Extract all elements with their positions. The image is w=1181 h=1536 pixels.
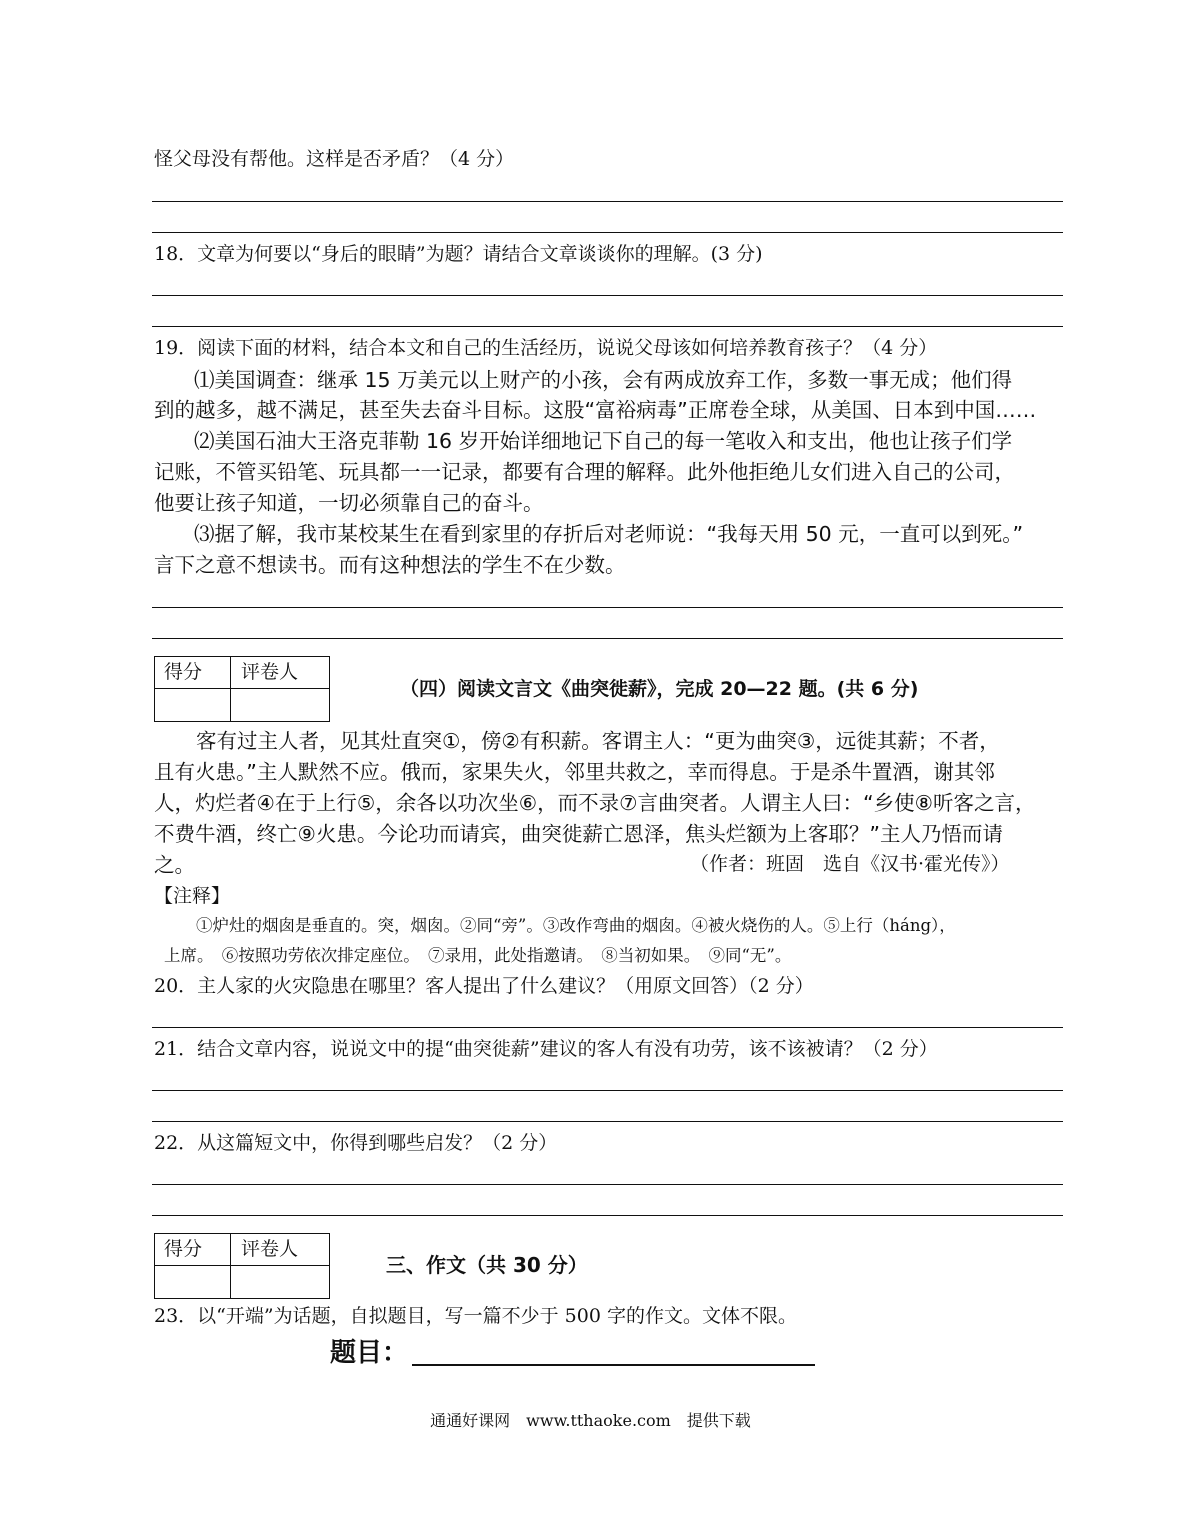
question-21: 21．结合文章内容，说说文中的提“曲突徙薪”建议的客人有没有功劳，该不该被请？（2 分）	[154, 1038, 938, 1060]
question-18: 18．文章为何要以“身后的眼睛”为题？请结合文章谈谈你的理解。(3 分)	[154, 243, 763, 265]
classical-line: 人，灼烂者④在于上行⑤，余各以功次坐⑥，而不录⑦言曲突者。人谓主人曰：“乡使⑧听客之言，	[154, 791, 1036, 815]
answer-line	[152, 201, 1063, 202]
score-box	[154, 1233, 330, 1299]
grader-label: 评卷人	[241, 661, 299, 683]
section-3-title: 三、作文（共 30 分）	[386, 1253, 588, 1277]
score-label: 得分	[164, 1238, 203, 1260]
question-23: 23．以“开端”为话题，自拟题目，写一篇不少于 500 字的作文。文体不限。	[154, 1305, 797, 1327]
essay-title-label: 题目：	[330, 1338, 409, 1368]
answer-line	[152, 1121, 1063, 1122]
classical-line: 且有火患。”主人默然不应。俄而，家果失火，邻里共救之，幸而得息。于是杀牛置酒，谢其邻	[154, 760, 995, 784]
question-19: 19．阅读下面的材料，结合本文和自己的生活经历，说说父母该如何培养教育孩子？（4 分）	[154, 337, 938, 359]
note-line: ①炉灶的烟囱是垂直的。突，烟囱。②同“旁”。③改作弯曲的烟囱。④被火烧伤的人。⑤上行（háng），	[196, 916, 956, 935]
answer-line	[152, 326, 1063, 327]
answer-line	[152, 1215, 1063, 1216]
question-20: 20．主人家的火灾隐患在哪里？客人提出了什么建议？（用原文回答）（2 分）	[154, 975, 814, 997]
score-box	[154, 656, 330, 722]
answer-line	[152, 1184, 1063, 1185]
grader-label: 评卷人	[241, 1238, 299, 1260]
footer: 通通好课网 www.tthaoke.com 提供下载	[430, 1411, 751, 1430]
source-citation: （作者：班固 选自《汉书·霍光传》）	[690, 853, 1010, 875]
classical-line: 不费牛酒，终亡⑨火患。今论功而请宾，曲突徙薪亡恩泽，焦头烂额为上客耶？”主人乃悟而请	[154, 822, 1003, 846]
classical-line: 之。	[154, 853, 195, 877]
answer-line	[152, 1027, 1063, 1028]
answer-line	[152, 295, 1063, 296]
answer-line	[152, 1090, 1063, 1091]
classical-line: 客有过主人者，见其灶直突①，傍②有积薪。客谓主人：“更为曲突③，远徙其薪；不者，	[196, 729, 1000, 753]
question-22: 22．从这篇短文中，你得到哪些启发？（2 分）	[154, 1132, 558, 1154]
material-line: 记账，不管买铅笔、玩具都一一记录，都要有合理的解释。此外他拒绝儿女们进入自己的公司，	[154, 460, 1015, 484]
notes-title: 【注释】	[154, 885, 231, 907]
material-line: 到的越多，越不满足，甚至失去奋斗目标。这股“富裕病毒”正席卷全球，从美国、日本到中国……	[154, 398, 1037, 422]
material-line: ⑵美国石油大王洛克菲勒 16 岁开始详细地记下自己的每一笔收入和支出，他也让孩子们学	[194, 429, 1013, 453]
answer-line	[152, 638, 1063, 639]
material-line: 言下之意不想读书。而有这种想法的学生不在少数。	[154, 553, 626, 577]
score-label: 得分	[164, 661, 203, 683]
note-line: 上席。 ⑥按照功劳依次排定座位。 ⑦录用，此处指邀请。 ⑧当初如果。 ⑨同“无”。	[164, 946, 792, 965]
answer-line	[152, 607, 1063, 608]
material-line: ⑶据了解，我市某校某生在看到家里的存折后对老师说：“我每天用 50 元，一直可以到死。”	[194, 522, 1024, 546]
material-line: ⑴美国调查：继承 15 万美元以上财产的小孩，会有两成放弃工作，多数一事无成；他们得	[194, 368, 1013, 392]
section-4-title: （四）阅读文言文《曲突徙薪》，完成 20—22 题。(共 6 分)	[400, 678, 919, 700]
question-17-tail: 怪父母没有帮他。这样是否矛盾？（4 分）	[154, 148, 515, 170]
answer-line	[152, 232, 1063, 233]
essay-title-line[interactable]	[412, 1364, 815, 1366]
material-line: 他要让孩子知道，一切必须靠自己的奋斗。	[154, 491, 544, 515]
